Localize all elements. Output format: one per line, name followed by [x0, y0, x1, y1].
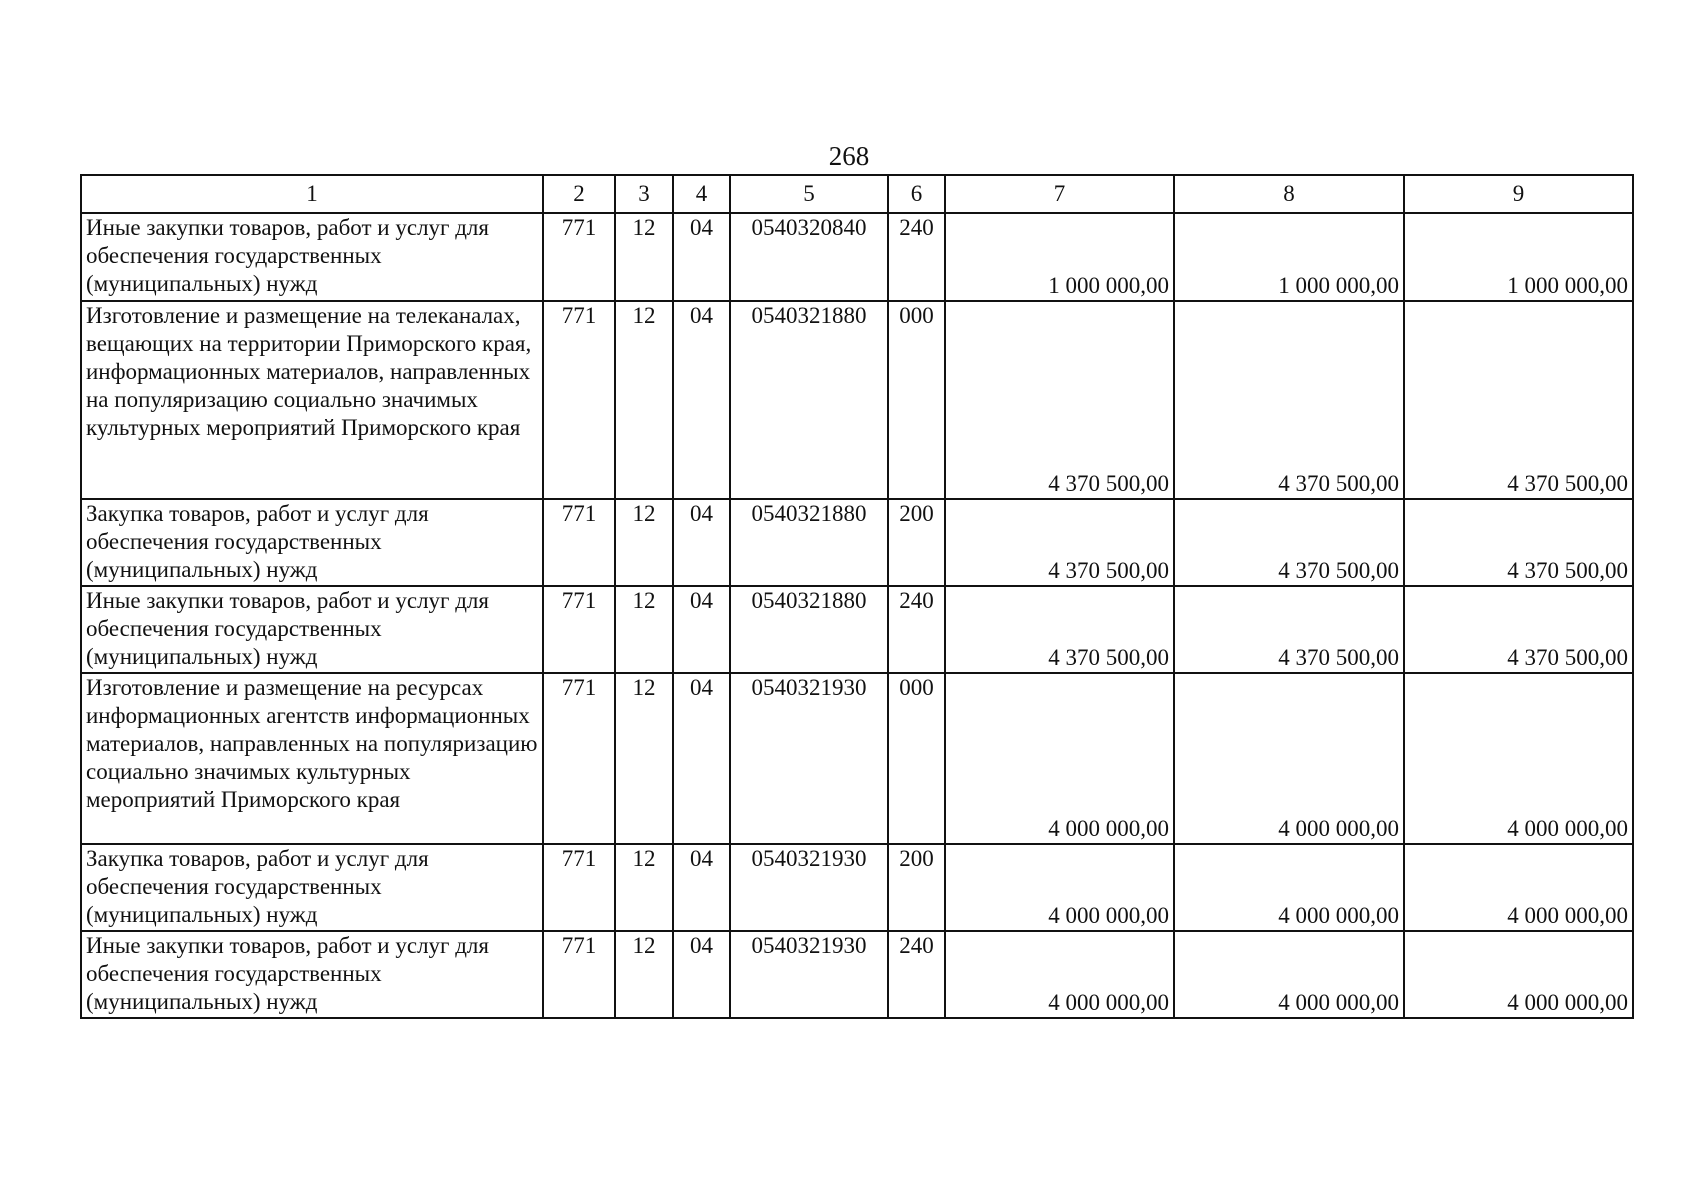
table-row	[81, 844, 1633, 931]
row-amount-7: 4 370 500,00	[945, 499, 1174, 586]
row-code-2: 771	[543, 673, 615, 844]
row-amount-9: 4 370 500,00	[1404, 586, 1633, 673]
row-amount-8: 4 370 500,00	[1174, 301, 1404, 499]
row-code-5: 0540321930	[730, 844, 888, 931]
table-row	[81, 931, 1633, 1018]
row-code-6: 000	[888, 673, 945, 844]
page-number: 268	[828, 141, 870, 171]
row-code-4: 04	[673, 301, 730, 499]
row-description: Иные закупки товаров, работ и услуг для обеспечения государственных (муниципальных) нужд	[81, 213, 543, 301]
row-code-4: 04	[673, 844, 730, 931]
row-amount-8: 4 000 000,00	[1174, 931, 1404, 1018]
row-amount-7: 1 000 000,00	[945, 213, 1174, 301]
row-amount-9: 4 370 500,00	[1404, 301, 1633, 499]
header-cell: 3	[615, 175, 673, 213]
budget-table	[80, 174, 1634, 1019]
row-amount-9: 1 000 000,00	[1404, 213, 1633, 301]
table-row	[81, 586, 1633, 673]
row-description: Закупка товаров, работ и услуг для обеспечения государственных (муниципальных) нужд	[81, 499, 543, 586]
row-code-2: 771	[543, 301, 615, 499]
table-row	[81, 301, 1633, 499]
header-cell: 2	[543, 175, 615, 213]
row-code-5: 0540321880	[730, 586, 888, 673]
header-cell: 7	[945, 175, 1174, 213]
header-cell: 5	[730, 175, 888, 213]
table-row	[81, 673, 1633, 844]
header-cell: 9	[1404, 175, 1633, 213]
row-code-3: 12	[615, 586, 673, 673]
row-code-4: 04	[673, 499, 730, 586]
row-code-2: 771	[543, 931, 615, 1018]
row-code-3: 12	[615, 844, 673, 931]
table-row	[81, 213, 1633, 301]
row-code-5: 0540321880	[730, 499, 888, 586]
row-code-4: 04	[673, 213, 730, 301]
row-description: Изготовление и размещение на ресурсах информационных агентств информационных материалов, направленных на популяризацию социально значимых культурных мероприятий Приморского края	[81, 673, 543, 844]
row-amount-9: 4 370 500,00	[1404, 499, 1633, 586]
row-code-2: 771	[543, 499, 615, 586]
row-code-4: 04	[673, 931, 730, 1018]
row-code-6: 000	[888, 301, 945, 499]
row-code-3: 12	[615, 499, 673, 586]
row-amount-7: 4 370 500,00	[945, 301, 1174, 499]
row-code-2: 771	[543, 586, 615, 673]
row-code-6: 200	[888, 499, 945, 586]
row-amount-7: 4 000 000,00	[945, 931, 1174, 1018]
row-amount-8: 4 000 000,00	[1174, 673, 1404, 844]
row-amount-9: 4 000 000,00	[1404, 931, 1633, 1018]
table-header-row	[81, 175, 1633, 213]
row-code-5: 0540321880	[730, 301, 888, 499]
row-description: Изготовление и размещение на телеканалах, вещающих на территории Приморского края, информационных материалов, направленных на популяризацию социально значимых культурных мероприятий Приморского края	[81, 301, 543, 499]
row-amount-8: 4 000 000,00	[1174, 844, 1404, 931]
row-code-4: 04	[673, 673, 730, 844]
row-code-3: 12	[615, 301, 673, 499]
row-code-2: 771	[543, 213, 615, 301]
row-amount-7: 4 000 000,00	[945, 673, 1174, 844]
header-cell: 4	[673, 175, 730, 213]
header-cell: 6	[888, 175, 945, 213]
row-amount-9: 4 000 000,00	[1404, 844, 1633, 931]
row-code-3: 12	[615, 213, 673, 301]
row-code-5: 0540320840	[730, 213, 888, 301]
row-amount-7: 4 000 000,00	[945, 844, 1174, 931]
row-description: Закупка товаров, работ и услуг для обеспечения государственных (муниципальных) нужд	[81, 844, 543, 931]
row-description: Иные закупки товаров, работ и услуг для обеспечения государственных (муниципальных) нужд	[81, 586, 543, 673]
row-code-2: 771	[543, 844, 615, 931]
row-code-3: 12	[615, 931, 673, 1018]
row-code-5: 0540321930	[730, 931, 888, 1018]
header-cell: 1	[81, 175, 543, 213]
row-amount-8: 1 000 000,00	[1174, 213, 1404, 301]
row-code-6: 200	[888, 844, 945, 931]
row-amount-8: 4 370 500,00	[1174, 586, 1404, 673]
row-amount-9: 4 000 000,00	[1404, 673, 1633, 844]
row-code-3: 12	[615, 673, 673, 844]
row-code-6: 240	[888, 213, 945, 301]
row-code-6: 240	[888, 586, 945, 673]
header-cell: 8	[1174, 175, 1404, 213]
row-code-6: 240	[888, 931, 945, 1018]
row-code-5: 0540321930	[730, 673, 888, 844]
row-amount-8: 4 370 500,00	[1174, 499, 1404, 586]
row-code-4: 04	[673, 586, 730, 673]
table-row	[81, 499, 1633, 586]
row-amount-7: 4 370 500,00	[945, 586, 1174, 673]
row-description: Иные закупки товаров, работ и услуг для обеспечения государственных (муниципальных) нужд	[81, 931, 543, 1018]
